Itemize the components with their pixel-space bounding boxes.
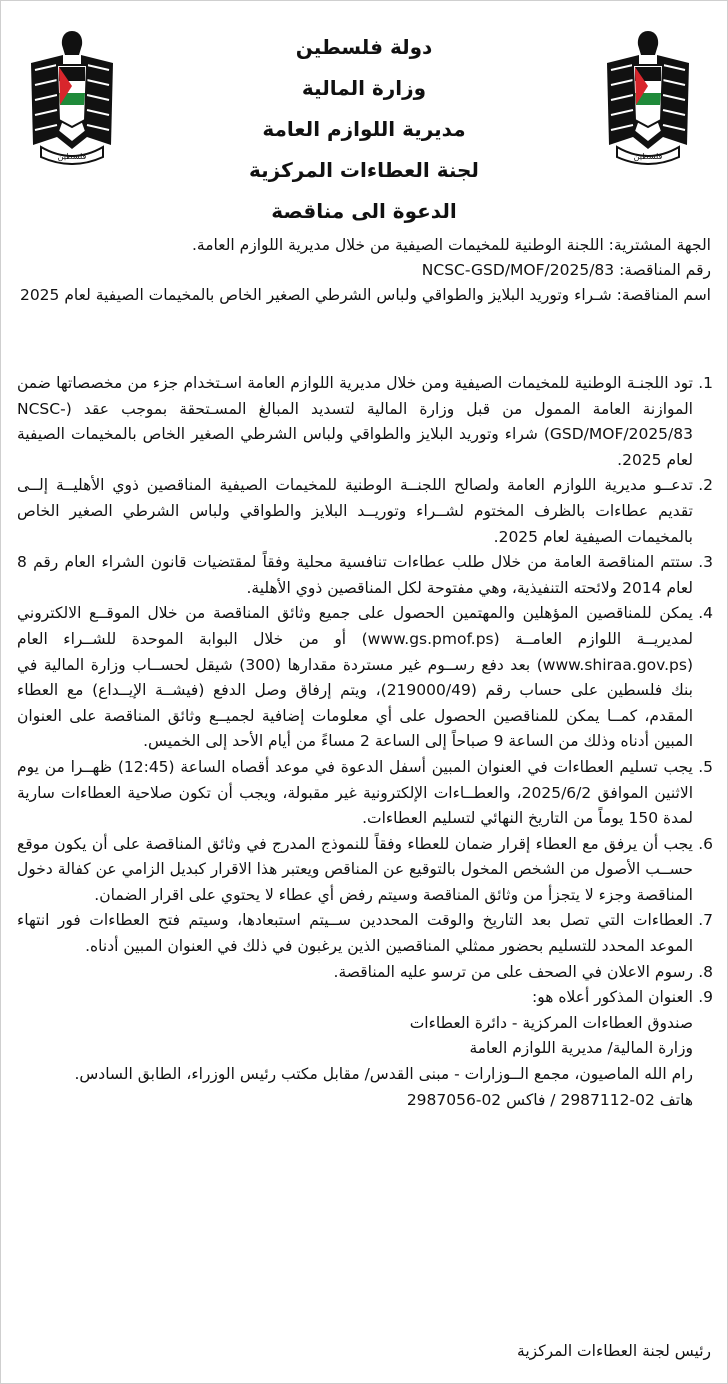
address-line-location: رام الله الماصيون، مجمع الــوزارات - مبنى القدس/ مقابل مكتب رئيس الوزراء، الطابق السادس. [74,1065,693,1084]
list-item: 4. يمكن للمناقصين المؤهلين والمهتمين الحصول على جميع وثائق المناقصة من خلال الموقــع الالكتروني لمديريــة اللوازم العامــة (www.gs.pmof.ps) أو من خلال البوابة الموحدة للشــراء العام (www.shiraa.gov.ps) بعد دفع رســوم غير مستردة مقدارها (300) شيقل لحســاب وزارة المالية في بنك فلسطين على حساب رقم (219000/49)، ويتم إرفاق وصل الدفع (فيشــة الإيــداع) مع العطاء المقدم، كمــا يمكن للمناقصين الحصول على أي معلومات إضافية لجميــع وثائق المناقصة على العنوان المبين أدناه وذلك من الساعة 9 صباحاً إلى الساعة 2 مساءً من أيام الأحد إلى الخميس. [17,604,713,751]
svg-text:فلسطين: فلسطين [57,152,87,161]
list-item: 7. العطاءات التي تصل بعد التاريخ والوقت المحددين ســيتم استبعادها، وسيتم فتح العطاءات فور انتهاء الموعد المحدد للتسليم بحضور ممثلي المناقصين الذين يرغبون في ذلك في العنوان المبين أدناه. [17,911,713,956]
list-item: 9. العنوان المذكور أعلاه هو: [532,988,713,1007]
header-directorate: مديرية اللوازم العامة [262,117,466,141]
header-state: دولة فلسطين [295,35,433,59]
tender-number-line: رقم المناقصة: NCSC-GSD/MOF/2025/83 [421,261,711,279]
tender-name-line: اسم المناقصة: شـراء وتوريد البلايز والطواقي ولباس الشرطي الصغير الخاص بالمخيمات الصيفية لعام 2025 [19,286,711,304]
palestine-eagle-emblem-left [27,25,117,165]
list-item: 8. رسوم الاعلان في الصحف على من ترسو عليه المناقصة. [333,962,713,981]
buyer-line: الجهة المشترية: اللجنة الوطنية للمخيمات الصيفية من خلال مديرية اللوازم العامة. [191,236,711,254]
list-item: 2. تدعــو مديرية اللوازم العامة ولصالح اللجنــة الوطنية للمخيمات الصيفية المناقصين ذوي الأهليــة إلــى تقديم عطاءات بالظرف المختوم لشــراء وتوريــد البلايز والطواقي ولباس الشرطي الصغير الخاص بالمخيمات الصيفية لعام 2025. [17,476,713,546]
address-block [17,1011,713,1113]
tender-terms-list [17,371,713,1113]
svg-text:فلسطين: فلسطين [633,152,663,161]
address-line-phone-fax: هاتف 02-2987112 / فاكس 02-2987056 [406,1090,693,1109]
list-item: 3. ستتم المناقصة العامة من خلال طلب عطاءات تنافسية محلية وفقاً لمقتضيات قانون الشراء العام رقم 8 لعام 2014 ولائحته التنفيذية، وهي مفتوحة لكل المناقصين ذوي الأهلية. [17,553,713,597]
header-committee: لجنة العطاءات المركزية [249,158,479,182]
palestine-eagle-emblem-right [603,25,693,165]
list-item: 5. يجب تسليم العطاءات في العنوان المبين أسفل الدعوة في موعد أقصاه الساعة (12:45) ظهــرا من يوم الاثنين الموافق 2025/6/2، والعطــاءات الإلكترونية غير مقبولة، ويجب أن تكون صلاحية العطاءات سارية لمدة 150 يوماً من التاريخ النهائي لتسليم العطاءات. [17,757,713,828]
announcement-header [151,27,577,232]
address-line-tender-box: صندوق العطاءات المركزية - دائرة العطاءات [409,1013,693,1032]
header-invitation-title: الدعوة الى مناقصة [271,199,457,223]
list-item: 1. تود اللجنـة الوطنية للمخيمات الصيفية ومن خلال مديرية اللوازم العامة اسـتخدام جزء من مخصصاتها ضمن الموازنة العامة الممول من قبل وزارة المالية لتسديد المبالغ المسـتحقة بموجب عقد (NCSC-GSD/MOF/2025/83) شراء وتوريد البلايز والطواقي ولباس الشرطي الصغير الخاص بالمخيمات الصيفية لعام 2025. [17,374,713,469]
list-item: 6. يجب أن يرفق مع العطاء إقرار ضمان للعطاء وفقاً للنموذج المدرج في وثائق المناقصة على أن يكون موقع حســب الأصول من الشخص المخول بالتوقيع عن المناقص ويعتبر هذا الاقرار كبديل الزامي عن كفالة دخول المناقصة وجزء لا يتجزأ من وثائق المناقصة وسيتم رفض أي عطاء لا يحتوي على اقرار الضمان. [17,834,713,904]
signature-line: رئيس لجنة العطاءات المركزية [517,1342,711,1360]
tender-intro [17,233,711,308]
address-line-ministry: وزارة المالية/ مديرية اللوازم العامة [469,1039,693,1058]
header-ministry: وزارة المالية [301,76,427,100]
